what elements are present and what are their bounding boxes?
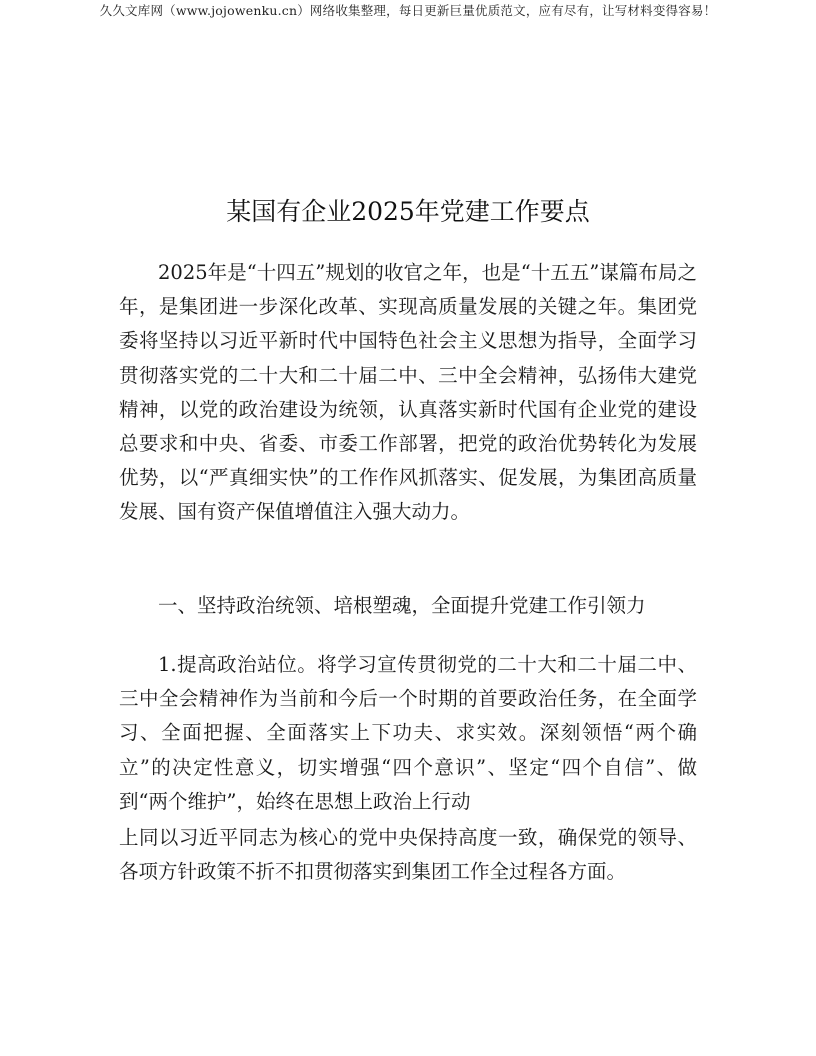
intro-paragraph: 2025年是“十四五”规划的收官之年，也是“十五五”谋篇布局之年，是集团进一步深化改革、实现高质量发展的关键之年。集团党委将坚持以习近平新时代中国特色社会主义思想为指导，全面学习贯彻落实党的二十大和二十届二中、三中全会精神，弘扬伟大建党精神，以党的政治建设为统领，认真落实新时代国有企业党的建设总要求和中央、省委、市委工作部署，把党的政治优势转化为发展优势，以“严真细实快”的工作作风抓落实、促发展，为集团高质量发展、国有资产保值增值注入强大动力。: [119, 261, 697, 524]
continuation-paragraph: 上同以习近平同志为核心的党中央保持高度一致，确保党的领导、各项方针政策不折不扣贯彻落实到集团工作全过程各方面。: [119, 826, 697, 884]
document-title: 某国有企业2025年党建工作要点: [226, 197, 590, 226]
section-heading-1: 一、坚持政治统领、培根塑魂，全面提升党建工作引领力: [158, 594, 646, 617]
site-header-notice: 久久文库网（www.jojowenku.cn）网络收集整理，每日更新巨量优质范文，应有尽有，让写材料变得容易！: [99, 3, 717, 18]
item-paragraph-1: 1.提高政治站位。将学习宣传贯彻党的二十大和二十届二中、三中全会精神作为当前和今后一个时期的首要政治任务，在全面学习、全面把握、全面落实上下功夫、求实效。深刻领悟“两个确立”的决定性意义，切实增强“四个意识”、坚定“四个自信”、做到“两个维护”，始终在思想上政治上行动: [119, 653, 697, 813]
